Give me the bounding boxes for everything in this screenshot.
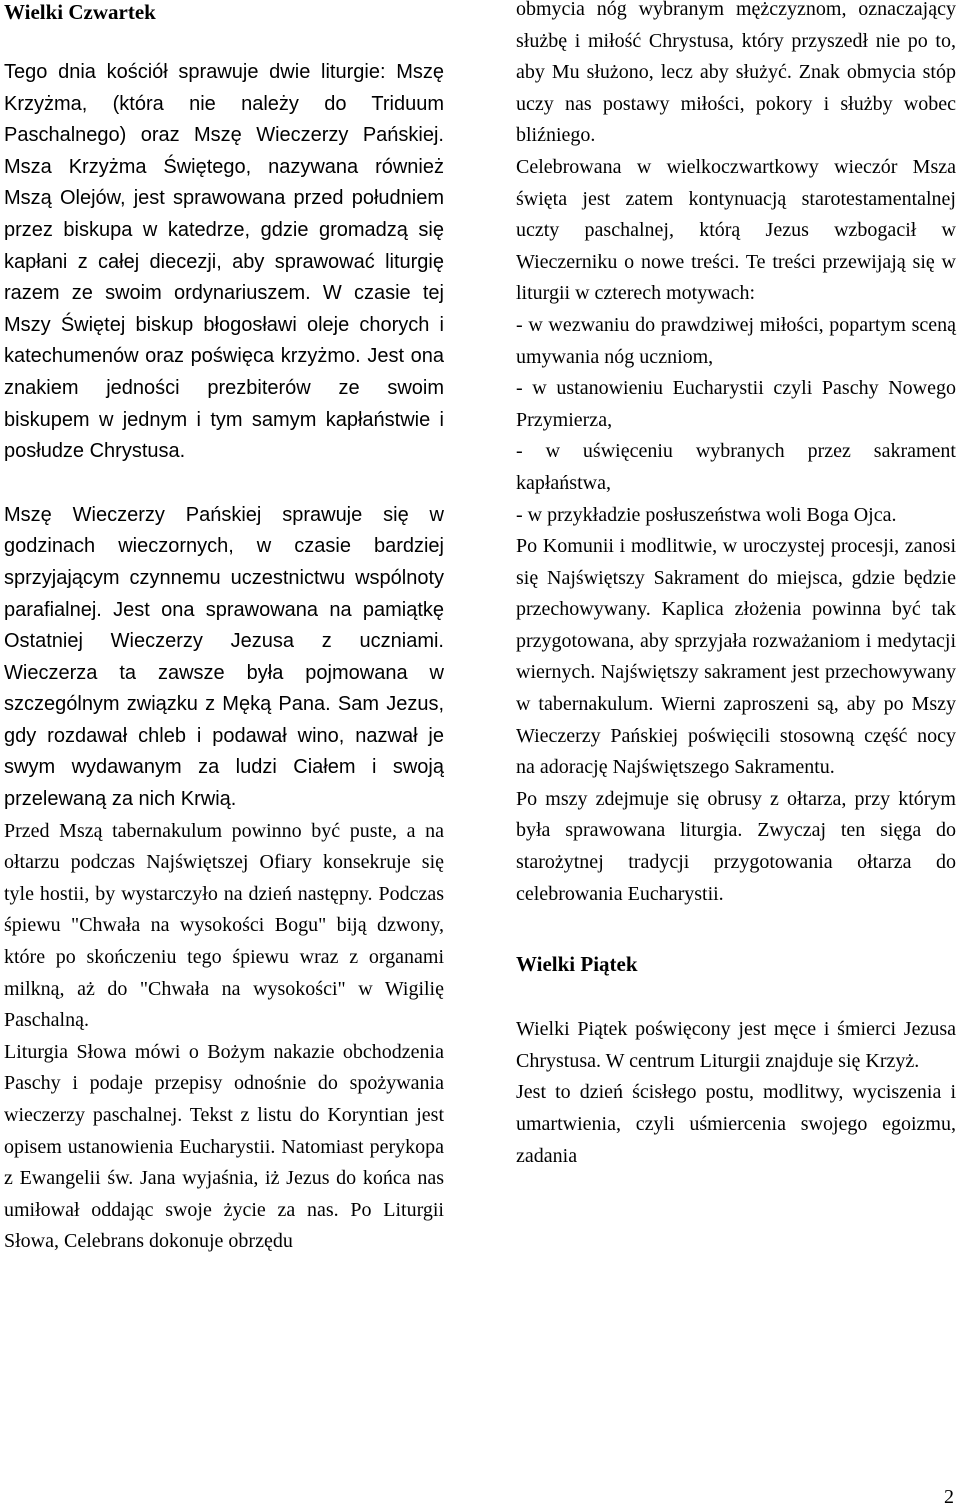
paragraph-fasting: Jest to dzień ścisłego postu, modlitwy, wyciszenia i umartwienia, czyli uśmiercenia swojego egoizmu, zadania <box>516 1081 956 1167</box>
list-item: - w przykładzie posłuszeństwa woli Boga Ojca. <box>516 503 897 526</box>
list-item: - w ustanowieniu Eucharystii czyli Paschy Nowego Przymierza, <box>516 377 956 431</box>
paragraph-procession: Po Komunii i modlitwie, w uroczystej procesji, zanosi się Najświętszy Sakrament do miejsca, gdzie będzie przechowywany. Kaplica złożenia powinna być tak przygotowana, aby sprzyjała rozważaniom i medytacji wiernych. Najświętszy sakrament jest przechowywany w tabernakulum. Wierni zaproszeni są, aby po Mszy Wieczerzy Pańskiej poświęcili stosowną część nocy na adorację Najświętszego Sakramentu. <box>516 535 956 779</box>
paragraph-tabernacle: Przed Mszą tabernakulum powinno być puste, a na ołtarzu podczas Najświętszej Ofiary konsekruje się tyle hostii, by wystarczyło na dzień następny. Podczas śpiewu "Chwała na wysokości Bogu" biją dzwony, które po skończeniu tego śpiewu wraz z organami milkną, aż do "Chwała na wysokości" w Wigilię Paschalną. <box>4 819 444 1032</box>
list-item: - w uświęceniu wybranych przez sakrament kapłaństwa, <box>516 440 956 494</box>
page-number: 2 <box>944 1486 954 1508</box>
section-title-wielki-piatek: Wielki Piątek <box>516 952 638 977</box>
section-title-wielki-czwartek: Wielki Czwartek <box>4 0 156 24</box>
paragraph-evening-mass: Mszę Wieczerzy Pańskiej sprawuje się w godzinach wieczornych, w czasie bardziej sprzyjającym czynnemu uczestnictwu wspólnoty parafialnej. Jest ona sprawowana na pamiątkę Ostatniej Wieczerzy Jezusa z uczniami. Wieczerza ta zawsze była pojmowana w szczególnym związku z Męką Pana. Sam Jezus, gdy rozdawał chleb i podawał wino, nazwał je swym wydawanym za ludzi Ciałem i swoją przelewaną za nich Krwią. <box>4 503 444 811</box>
list-item: - w wezwaniu do prawdziwej miłości, popartym sceną umywania nóg uczniom, <box>516 313 956 368</box>
paragraph-good-friday: Wielki Piątek poświęcony jest męce i śmierci Jezusa Chrystusa. W centrum Liturgii znajduje się Krzyż. <box>516 1018 956 1072</box>
paragraph-liturgy-of-word: Liturgia Słowa mówi o Bożym nakazie obchodzenia Paschy i podaje przepisy odnośnie do spożywania wieczerzy paschalnej. Tekst z listu do Koryntian jest opisem ustanowienia Eucharystii. Natomiast perykopa z Ewangelii św. Jana wyjaśnia, iż Jezus do końca nas umiłował oddając swoje życie za nas. Po Liturgii Słowa, Celebrans dokonuje obrzędu <box>4 1040 444 1253</box>
paragraph-celebration: Celebrowana w wielkoczwartkowy wieczór Msza święta jest zatem kontynuacją starotestamentalnej uczty paschalnej, którą Jezus wzbogacił w Wieczerniku o nowe treści. Te treści przewijają się w liturgii w czterech motywach: <box>516 155 956 305</box>
paragraph-altar-stripping: Po mszy zdejmuje się obrusy z ołtarza, przy którym była sprawowana liturgia. Zwyczaj ten sięga do starożytnej tradycji przygotowania ołtarza do celebrowania Eucharystii. <box>516 787 956 905</box>
right-column <box>516 0 956 1172</box>
left-column <box>4 0 444 1258</box>
paragraph-liturgies: Tego dnia kościół sprawuje dwie liturgie: Mszę Krzyżma, (która nie należy do Triduum Paschalnego) oraz Mszę Wieczerzy Pańskiej. Msza Krzyżma Świętego, nazywana również Mszą Olejów, jest sprawowana przed południem przez biskupa w katedrze, gdzie gromadzą się kapłani z całej diecezji, aby sprawować liturgię razem ze swoim ordynariuszem. W czasie tej Mszy Świętej biskup błogosławi oleje chorych i katechumenów oraz poświęca krzyżmo. Jest ona znakiem jedności prezbiterów ze swoim biskupem w jednym i tym samym kapłaństwie i posłudze Chrystusa. <box>4 61 444 463</box>
paragraph-foot-washing: obmycia nóg wybranym mężczyznom, oznaczający służbę i miłość Chrystusa, który przyszedł nie po to, aby Mu służono, lecz aby służyć. Znak obmycia stóp uczy nas postawy miłości, pokory i służby wobec bliźniego. <box>516 0 956 147</box>
motifs-list <box>516 310 956 531</box>
